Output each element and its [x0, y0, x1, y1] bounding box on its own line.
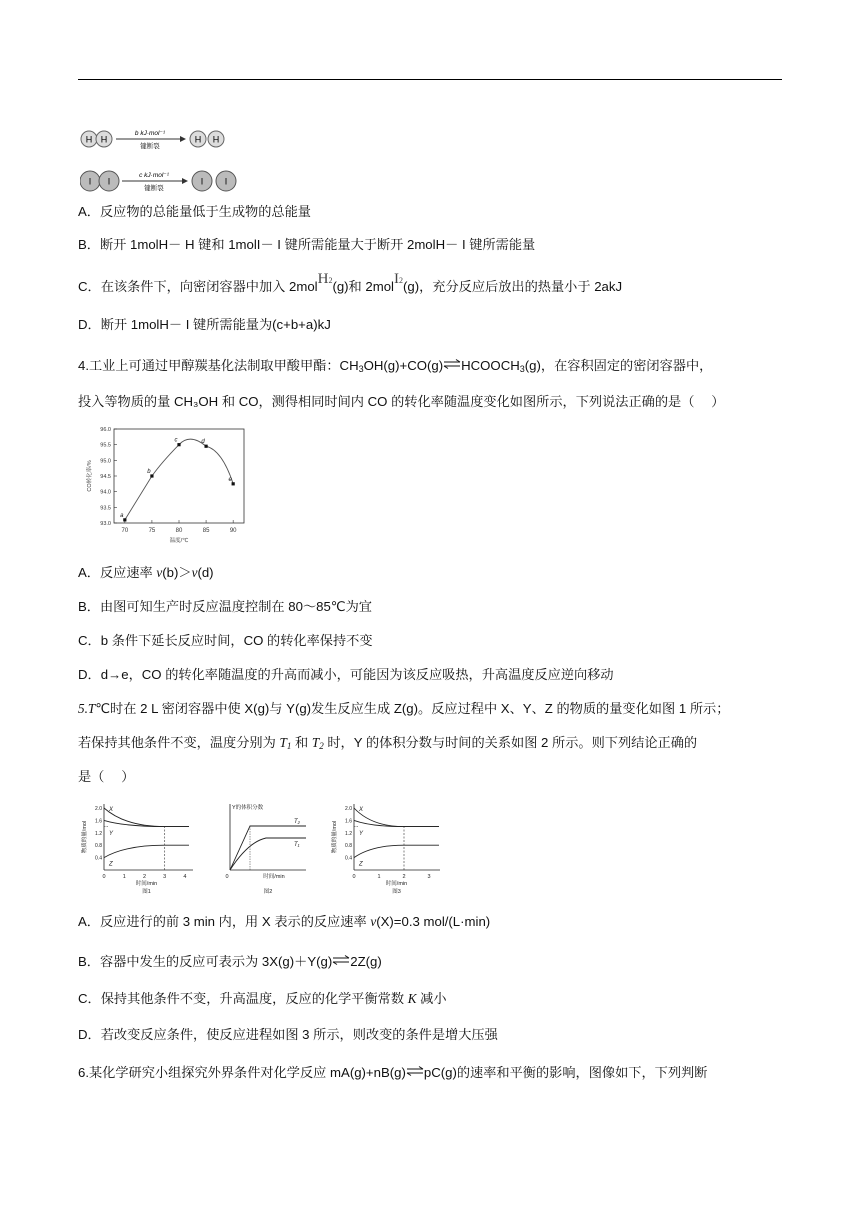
x-tick-label: 0 [102, 874, 106, 880]
figure-3-chart [330, 798, 440, 894]
i-atom-2: I [107, 176, 111, 187]
x-axis-label: 时间/min [385, 881, 408, 887]
point-label-b: b [147, 469, 151, 475]
i-atom-3: I [200, 176, 204, 187]
q3-option-d: D．断开 1molH－ I 键所需能量为(c+b+a)kJ [78, 317, 331, 332]
series-label-Y: Y [359, 830, 364, 837]
i2-row [80, 171, 236, 192]
data-point-a [123, 518, 126, 521]
q4-stem-line2: 投入等物质的量 CH₃OH 和 CO，测得相同时间内 CO 的转化率随温度变化如图所示，下列说法正确的是（ ） [78, 394, 725, 409]
y-tick-label: 93.5 [100, 505, 111, 512]
y-tick-label: 94.0 [100, 489, 111, 496]
x-tick-label: 4 [183, 874, 187, 880]
h-atom-4: H [212, 134, 220, 145]
i-atom-1: I [88, 176, 92, 187]
x-tick-label: 3 [163, 874, 167, 880]
series-label-X: X [359, 807, 364, 813]
h-atom-2: H [100, 134, 108, 145]
q3-c-pre: C．在该条件下，向密闭容器中加入 2mol [78, 279, 318, 294]
figure-caption: 图3 [392, 889, 401, 894]
x-tick-label: 75 [148, 528, 156, 534]
x-axis-label: 时间/min [135, 881, 158, 887]
x-tick-label: 1 [377, 874, 381, 880]
y-tick-label: 2.0 [95, 806, 102, 812]
conversion-curve [125, 439, 233, 520]
figure-1-chart [78, 798, 208, 894]
q4-option-d: D．d→e，CO 的转化率随温度的升高而减小，可能因为该反应吸热，升高温度反应逆向移动 [78, 667, 614, 682]
q3-c-post: (g)，充分反应后放出的热量小于 2akJ [403, 279, 623, 294]
q5-option-b: B．容器中发生的反应可表示为 3X(g)＋Y(g) 2Z(g) [78, 954, 382, 969]
x-tick-label: 90 [229, 528, 237, 534]
series-Z-line [354, 845, 439, 857]
y-tick-label: 1.6 [345, 818, 352, 825]
q4-option-a: A．反应速率 v(b)＞v(d) [78, 565, 214, 580]
series-Y-line [354, 820, 439, 826]
y-tick-label: 1.2 [95, 830, 102, 837]
series-label-X: X [109, 807, 114, 813]
q3-option-a: A．反应物的总能量低于生成物的总能量 [78, 204, 311, 219]
q5-stem-line2: 若保持其他条件不变，温度分别为 $T_1$ 和 $T_2$ 时，Y 的体积分数与时间的关系如图 2 所示。则下列结论正确的 [78, 735, 698, 751]
y-tick-label: 2.0 [345, 806, 352, 812]
q3-c-i2: I2 [394, 271, 403, 287]
series-Z-line [104, 845, 189, 857]
x-tick-label: 1 [122, 874, 126, 880]
series-label-Z: Z [109, 861, 113, 868]
x-tick-label: 2 [142, 874, 147, 880]
x-axis-label: 温度/℃ [169, 538, 189, 544]
y-tick-label: 93.0 [100, 521, 111, 527]
equilibrium-arrow-icon [332, 955, 350, 965]
q5-option-a: A．反应进行的前 3 min 内，用 X 表示的反应速率 v(X)=0.3 mol/(L·min) [78, 914, 491, 929]
origin-label: 0 [225, 874, 229, 880]
data-point-d [204, 445, 207, 448]
data-point-b [150, 474, 153, 477]
q5-stem-line3: 是（ ） [78, 769, 135, 784]
y-axis-label: CO转化率/% [87, 460, 93, 492]
equilibrium-arrow-icon [443, 359, 461, 369]
h2-break-label: 键断裂 [140, 143, 160, 150]
i2-energy: c kJ·mol⁻¹ [139, 172, 169, 179]
i-atom-4: I [224, 176, 228, 187]
x-tick-label: 70 [121, 528, 129, 534]
x-tick-label: 85 [202, 528, 210, 534]
q4-stem-line1: 4.工业上可通过甲醇羰基化法制取甲酸甲酯：$CH_3OH(g)+CO(g)$ $HCOOCH_3(g)$，在容积固定的密闭容器中， [78, 358, 713, 374]
y-tick-label: 0.4 [345, 855, 352, 862]
x-tick-label: 2 [402, 874, 406, 880]
point-label-a: a [120, 512, 124, 519]
x-tick-label: 80 [175, 528, 183, 534]
x-tick-label: 0 [352, 874, 356, 880]
q5-stem-line1: 5.T℃时在 2 L 密闭容器中使 X(g)与 Y(g)发生反应生成 Z(g)。反应过程中 X、Y、Z 的物质的量变化如图 1 所示； [78, 701, 730, 716]
q3-option-c [78, 271, 623, 298]
data-point-c [177, 443, 180, 446]
y-tick-label: 0.4 [95, 855, 102, 862]
x-tick-label: 3 [427, 874, 431, 880]
q5-option-d: D．若改变反应条件，使反应进程如图 3 所示，则改变的条件是增大压强 [78, 1027, 498, 1042]
point-label-e: e [228, 476, 232, 483]
h2-row [81, 130, 224, 150]
h-atom-3: H [194, 134, 202, 145]
q3-c-h2: H2 [317, 271, 333, 287]
y-tick-label: 1.6 [95, 818, 102, 825]
series-T2-line [230, 826, 306, 870]
header-rule [78, 79, 782, 80]
y-tick-label: 0.8 [95, 843, 102, 850]
q4-option-b: B．由图可知生产时反应温度控制在 80～85℃为宜 [78, 599, 372, 614]
y-tick-label: 95.0 [100, 458, 111, 465]
q3-option-b: B．断开 1molH－ H 键和 1molI－ I 键所需能量大于断开 2molH－ I 键所需能量 [78, 237, 536, 252]
y-tick-label: 94.5 [100, 474, 111, 480]
figure-caption: 图2 [263, 889, 273, 894]
q6-stem: 6.某化学研究小组探究外界条件对化学反应 mA(g)+nB(g) pC(g)的速率和平衡的影响，图像如下，下列判断 [78, 1065, 708, 1080]
series-label-Z: Z [359, 861, 363, 868]
h2-energy: b kJ·mol⁻¹ [134, 130, 166, 137]
data-point-e [232, 482, 235, 485]
y-axis-label: 物质的量/mol [332, 820, 338, 854]
point-label-c: c [174, 437, 178, 444]
y-axis-label: 物质的量/mol [82, 820, 88, 854]
q5-option-c: C．保持其他条件不变，升高温度，反应的化学平衡常数 K 减小 [78, 991, 447, 1006]
y-tick-label: 95.5 [100, 442, 111, 449]
q3-c-mid: (g)和 2mol [332, 279, 394, 294]
y-axis-label: Y的体积分数 [232, 805, 264, 811]
equilibrium-arrow-icon [406, 1066, 424, 1076]
series-X-line [104, 808, 189, 827]
y-tick-label: 1.2 [345, 830, 352, 837]
point-label-d: d [201, 439, 205, 446]
y-tick-label: 96.0 [100, 427, 111, 433]
q4-option-c: C．b 条件下延长反应时间，CO 的转化率保持不变 [78, 633, 373, 648]
co-conversion-chart [84, 423, 254, 553]
figure-caption: 图1 [142, 889, 151, 894]
bond-breaking-figure [80, 127, 240, 195]
series-label-T2: T₂ [294, 819, 300, 825]
i2-break-label: 键断裂 [144, 185, 164, 192]
x-axis-label: 时间/min [263, 874, 285, 880]
y-tick-label: 0.8 [345, 843, 352, 850]
figure-2-chart [216, 798, 316, 894]
series-label-T1: T₁ [294, 842, 300, 848]
h-atom-1: H [85, 134, 93, 145]
series-label-Y: Y [109, 830, 114, 837]
